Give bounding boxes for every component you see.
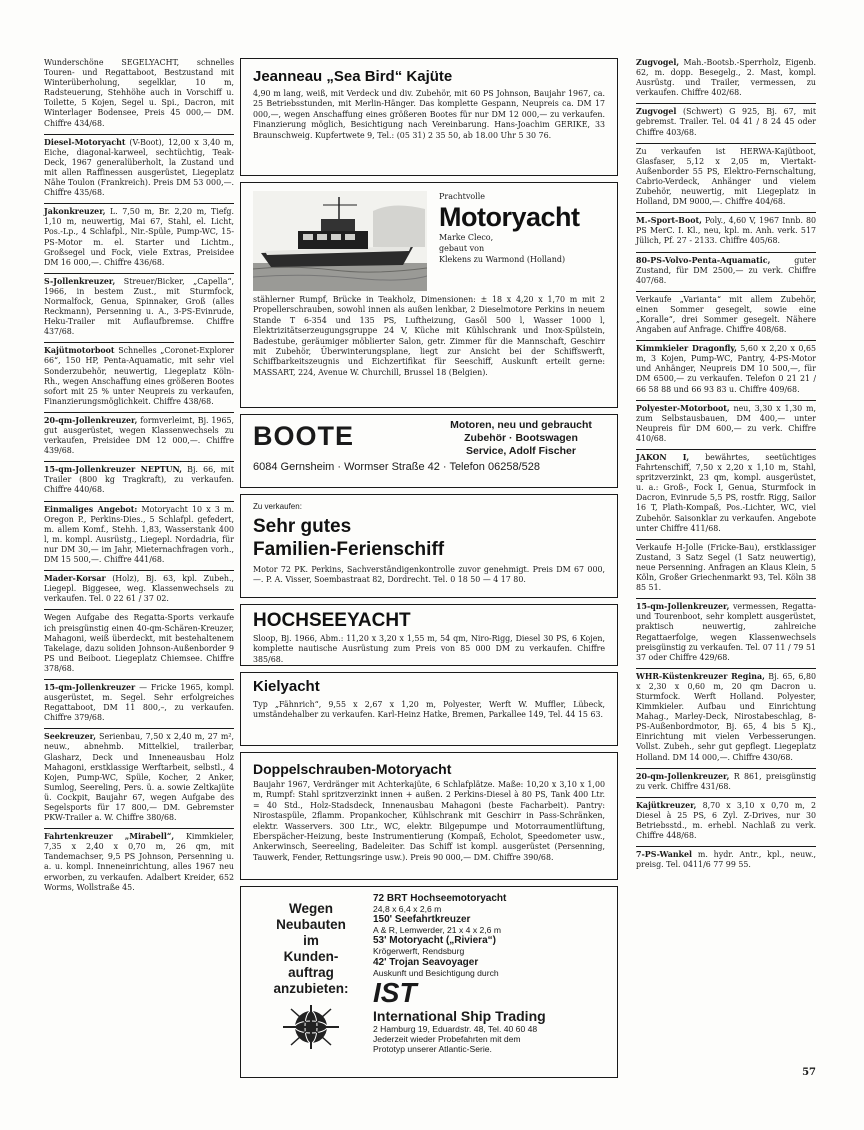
motoryacht-text: stählerner Rumpf, Brücke in Teakholz, Dimensionen: ± 18 x 4,20 x 1,70 m mit 2 Propellerschrauben, sowohl innen als außen lenkbar, 2 Dieselmotore Perkins in neuem Stande T 6-354 und 135 PS, Luftheizung, Gasöl 500 l, Wasser 1000 l, Elektrizitätserzeugungsgruppe 24 V, Küche mit Kühlschrank und Inox-Spülstein, Badestube, geräumiger möblierter Salon, getr. Zimmer für die Mannschaft, Geschirr mit Zubehör, Überwinterungsplane, liegt zur Ansicht bei der Schiffswerft, Schiffbarkeitszeugnis und Eichzertifikat für Seeschiff, Auskunft erteilt gerne: MASSART, 224, Avenue W. Churchill, Brussel 18 (Belgien). <box>253 295 605 377</box>
yacht-detail: Auskunft und Besichtigung durch <box>373 967 499 978</box>
classified-ad <box>636 107 816 143</box>
ad-title: 80-PS-Volvo-Penta-Aquamatic, <box>636 255 771 265</box>
motoryacht-pre: Prachtvolle <box>439 192 486 201</box>
ist-address: 2 Hamburg 19, Eduardstr. 48, Tel. 40 60 48 <box>373 1023 538 1034</box>
classified-ad <box>636 58 816 104</box>
ad-title: 7-PS-Wankel <box>636 850 693 860</box>
doppelschrauben-text: Baujahr 1967, Verdränger mit Achterkajüte, 6 Schlafplätze. Maße: 10,20 x 3,10 x 1,00 m, Rumpf: Stahl spritzverzinkt innen + außen. 2 Perkins-Diesel à 80 PS, Tank 400 Ltr. = 40 Std., Holz-Stadsdeck, Innenausbau Mahagoni (beste Facharbeit). Pantry: Nirostaspüle, 2flamm. Propankocher, Kühlschrank mit Geschirr in Pass-Schränken, elektr. Wasservers. 300 Ltr., WC, elektr. Bilgepumpe und Motorraumentlüftung, Eberspächer-Heizung, beste Instrumentierung (Kompaß, Echolot, Speedometer usw., Ankerwinsch, Seereeling, Badeleiter. Das Schiff ist kompl. ausgerüstet (Persenning, Tauwerk, Fender, Rettungsringe usw.). Preis 90 000,— DM. Chiffre 390/68. <box>253 780 605 862</box>
classified-ad <box>636 256 816 292</box>
classified-ad <box>636 216 816 252</box>
classified-ad <box>44 574 234 610</box>
motoryacht-built: gebaut von <box>439 244 485 253</box>
slogan-line: Kunden- <box>283 949 339 964</box>
boote-line: Zubehör · Bootswagen <box>464 432 578 444</box>
classified-ad <box>44 416 234 462</box>
ad-text: L. 7,50 m, Br. 2,20 m, Tiefg. 1,10 m, neuwertig, Mai 67, Stahl, el. Licht, Pos.-Lp., 4 Schlafpl., Nir.-Spüle, Pump-WC, 15-PS-Motor m. el. Starter und Lichtm., Großsegel und Fock, viele Extras, Preisidee DM 16 000,—. Chiffre 436/68. <box>44 207 234 267</box>
ad-title: Einmaliges Angebot: <box>44 504 138 514</box>
ad-text: (Holz), Bj. 63, kpl. Zubeh., Liegepl. Biggesee, weg. Klassenwechsels zu verkaufen. Tel. 0 22 61 / 37 02. <box>44 574 235 604</box>
classified-ad <box>636 344 816 400</box>
globe-icon <box>281 1003 341 1051</box>
classified-ad <box>636 672 816 769</box>
ad-text: Mah.-Bootsb.-Sperrholz, Eigenb. 62, m. dopp. Besegelg., 2. Mast, kompl. Ausrüstg. und Trailer, vermessen, zu verkaufen. Chiffre 402/68. <box>636 58 816 98</box>
ad-text: Verkaufe „Varianta“ mit allem Zubehör, einen Sommer gesegelt, sowie eine „Koralle“, drei Sommer gesegelt. Nähere Angaben auf Anfrage. Chiffre 408/68. <box>636 294 816 335</box>
ad-title: Mader-Korsar <box>44 574 106 584</box>
classified-ad <box>636 147 816 214</box>
ad-text: Bj. 65, 6,80 x 2,30 x 0,60 m, 20 qm Dacron u. Sturmfock. Werft Holland. Polyester, Kimmkieler. Aufbau und Einrichtung Mahag., Marley-Deck, Nirostabeschlag, 8-PS-Außenbordmotor, Bj. 65, 4 bis 5 Kj., Einrichtung mit vielen Verbesserungen. Vollst. Zubeh., sehr gut gepflegt. Liegeplatz Holland. DM 14 000,—. Chiffre 430/68. <box>636 671 816 762</box>
hochseeyacht-text: Sloop, Bj. 1966, Abm.: 11,20 x 3,20 x 1,55 m, 54 qm, Niro-Rigg, Diesel 30 PS, 6 Kojen, komplette nautische Ausrüstung zum Preis von 85 000 DM zu verkaufen. Chiffre 385/68. <box>253 634 605 664</box>
classified-ad <box>44 683 234 729</box>
ad-text: Kimmkieler, 7,35 x 2,40 x 0,70 m, 26 qm, mit Tandemachser, 9,5 PS Johnson, Persenning u. a. u. kompl. Inneneinrichtung, alles 1967 neu erworben, zu verkaufen. Adalbert Kreider, 652 Worms, Wollstraße 45. <box>44 832 234 892</box>
kielyacht-title: Kielyacht <box>253 678 320 695</box>
yacht-heading: 72 BRT Hochseemotoryacht <box>373 893 507 904</box>
hochseeyacht-title: HOCHSEEYACHT <box>253 610 411 631</box>
slogan-line: auftrag <box>288 965 334 980</box>
classified-ad <box>44 346 234 413</box>
display-ads-column <box>240 58 618 1084</box>
ist-ad <box>240 886 618 1078</box>
ferienschiff-lead: Zu verkaufen: <box>253 502 302 511</box>
classified-ad <box>636 295 816 341</box>
classified-ad <box>636 850 816 875</box>
right-classifieds-column <box>636 58 816 878</box>
yacht-heading: 150' Seefahrtkreuzer <box>373 914 471 926</box>
slogan-line: Wegen <box>288 901 333 916</box>
classified-ad <box>636 602 816 669</box>
boote-address: 6084 Gernsheim · Wormser Straße 42 · Telefon 06258/528 <box>253 461 540 473</box>
ad-text: 8,70 x 3,10 x 0,70 m, 2 Diesel à 25 PS, 6 Zyl. Z-Drives, nur 30 Betriebsstd., m. erhebl. Nachlaß zu verk. Chiffre 448/68. <box>636 800 816 841</box>
ad-title: S-Jollenkreuzer, <box>44 276 116 286</box>
ist-slogan <box>249 901 373 997</box>
classified-ad <box>44 277 234 344</box>
ad-text: Streuer/Bicker, „Capella“, 1966, in bestem Zust., mit Sturmfock, Normalfock, Genua, Spinnaker, Groß (alles Reckmann), Persenning u. A., 3-PS-Evinrude, Heku-Trailer mit Auflaufbremse. Chiffre 437/68. <box>44 276 234 337</box>
ad-title: Seekreuzer, <box>44 732 96 742</box>
slogan-line: Neubauten <box>276 917 346 932</box>
ad-title: Polyester-Motorboot, <box>636 403 730 413</box>
boote-logo: BOOTE <box>253 421 355 451</box>
ferienschiff-text: Motor 72 PK. Perkins, Sachverständigenkontrolle zuvor genehmigt. Preis DM 67 000,—. P. A. Visser, Soembastraat 82, Dordrecht. Tel. 0 18 50 — 4 17 80. <box>253 565 605 585</box>
classified-ad <box>636 453 816 540</box>
kielyacht-text: Typ „Fähnrich“, 9,55 x 2,67 x 1,20 m, Polyester, Werft W. Muffler, Lübeck, umständehalber zu verkaufen. Karl-Heinz Hatke, Bremen, Parkallee 149, Tel. 44 15 63. <box>253 700 605 720</box>
ad-text: m. hydr. Antr., kpl., neuw., preisg. Tel. 0411/6 77 99 55. <box>636 850 816 870</box>
ad-text: formverleimt, Bj. 1965, gut ausgerüstet, wegen Klassenwechsels zu verkaufen, Preisidee DM 12 000,—. Chiffre 439/68. <box>44 415 235 456</box>
page-number: 57 <box>802 1067 816 1078</box>
ist-logo: IST <box>373 976 417 1008</box>
ferienschiff-title-2: Familien-Ferienschiff <box>253 539 445 560</box>
ad-title: Diesel-Motoryacht <box>44 137 126 147</box>
doppelschrauben-ad <box>240 752 618 880</box>
ad-text: Wegen Aufgabe des Regatta-Sports verkaufe ich preisgünstig einen 40-qm-Schären-Kreuzer, Mahagoni, weiß überdeckt, mit bestehaltenem Takelage, dazu soliden Johnson-Außenborder 9 PS und Beiboot. Liegeplatz Chiemsee. Chiffre 378/68. <box>44 613 234 673</box>
classified-ad <box>44 505 234 572</box>
ad-text: guter Zustand, für DM 2500,— zu verk. Chiffre 407/68. <box>636 255 816 285</box>
classified-ad <box>636 543 816 599</box>
ferienschiff-title-1: Sehr gutes <box>253 516 352 537</box>
hochseeyacht-ad <box>240 604 618 666</box>
seabird-title: Jeanneau „Sea Bird“ Kajüte <box>253 68 453 85</box>
ad-text: — Fricke 1965, kompl. ausgerüstet, m. Segel. Sehr erfolgreiches Regattaboot, DM 11 800,–, zu verkaufen. Chiffre 379/68. <box>44 682 234 723</box>
classified-ad <box>44 732 234 829</box>
boote-line: Motoren, neu und gebraucht <box>450 419 592 431</box>
motoryacht-builder: Klekens zu Warmond (Holland) <box>439 255 566 264</box>
ad-title: JAKON I, <box>636 453 690 462</box>
ist-details <box>373 893 609 1071</box>
ad-text: Zu verkaufen ist HERWA-Kajütboot, Glasfaser, 5,12 x 2,05 m, Viertakt-Außenborder 55 PS, Elektro-Fernschaltung, Cabrio-Verdeck, Anhänger und vielem Zubehör, neuwertig, mit Liegeplatz in Holland, DM 9000,—. Chiffre 404/68. <box>636 146 816 207</box>
classified-ad <box>44 58 234 135</box>
boote-ad <box>240 414 618 488</box>
ad-title: 15-qm-Jollenkreuzer, <box>636 602 730 612</box>
yacht-heading: 42' Trojan Seavoyager <box>373 956 479 968</box>
ad-title: Zugvogel, <box>636 58 680 67</box>
classified-ad <box>636 404 816 450</box>
ist-note: Prototyp unserer Atlantic-Serie. <box>373 1044 492 1055</box>
ad-title: Zugvogel <box>636 107 677 117</box>
ad-text: neu, 3,30 x 1,30 m, zum Selbstausbauen, DM 400,— unter Neupreis für DM 600,— zu verk. Chiffre 410/68. <box>636 403 816 443</box>
ferienschiff-ad <box>240 494 618 598</box>
ad-title: Kajütmotorboot <box>44 346 115 356</box>
classified-ad <box>44 613 234 680</box>
yacht-heading: 53' Motoryacht („Riviera“) <box>373 935 496 947</box>
seabird-ad <box>240 58 618 176</box>
ad-text: (V-Boot), 12,00 x 3,40 m, Eiche, diagonal-karweel, sechtüchtig, Teak-Deck, 1967 generalüberholt, la Zustand und mit allen Raffinessen ausgerüstet, Liegeplatz Nähe Toulon (Frankreich). Preis DM 53 000,—. Chiffre 435/68. <box>44 137 234 198</box>
ad-title: M.-Sport-Boot, <box>636 216 702 226</box>
ist-company: International Ship Trading <box>373 1007 546 1024</box>
ad-text: 5,60 x 2,20 x 0,65 m, 3 Kojen, Pump-WC, Pantry, 4-PS-Motor und Anhänger, Neupreis DM 10 500,—, für DM 6500,— zu verkaufen. Telefon 0 21 21 / 66 58 88 und 66 93 83 u. Chiffre 409/68. <box>636 344 817 394</box>
ad-title: WHR-Küstenkreuzer Regina, <box>636 671 765 681</box>
ad-title: Jakonkreuzer, <box>44 207 106 217</box>
yacht-detail: 24,8 x 6,4 x 2,6 m <box>373 904 442 914</box>
boote-line: Service, Adolf Fischer <box>466 445 576 457</box>
left-classifieds-column <box>44 58 234 901</box>
ad-text: vermessen, Regatta- und Tourenboot, sehr komplett ausgerüstet, praktisch neuwertig, zahlreiche Regattaerfolge, wegen Klassenwechsels preisgünstig zu verkaufen. Tel. 07 11 / 79 51 37 oder Chiffre 429/68. <box>636 602 816 662</box>
classified-ad <box>44 465 234 501</box>
yacht-detail: A & R, Lemwerder, 21 x 4 x 2,6 m <box>373 925 502 936</box>
classified-ad <box>44 207 234 274</box>
slogan-line: anzubieten: <box>273 981 349 996</box>
ad-title: 15-qm-Jollenkreuzer <box>44 682 136 692</box>
yacht-detail: Krögerwerft, Rendsburg <box>373 946 465 957</box>
classified-ad <box>44 138 234 205</box>
boote-services <box>425 415 617 458</box>
motoryacht-ad <box>240 182 618 408</box>
motoryacht-make: Marke Cleco, <box>439 233 494 242</box>
classified-ad <box>44 832 234 898</box>
ist-note: Jederzeit wieder Probefahrten mit dem <box>373 1034 521 1045</box>
ad-title: Kajütkreuzer, <box>636 800 697 810</box>
seabird-text: 4,90 m lang, weiß, mit Verdeck und div. Zubehör, mit 60 PS Johnson, Baujahr 1967, ca. 25 Betriebsstunden, mit Merlin-Hänger. Das komplette Gespann, Neupreis ca. DM 17 000,—, wegen Anschaffung eines größeren Bootes für nur DM 12 000,— zu verkaufen. Finanzierung möglich, Besichtigung nach Vereinbarung. Hans-Joachim GERIKE, 33 Braunschweig. Kupfertwete 9, Tel.: (05 31) 2 35 50, ab 18.00 Uhr 5 30 76. <box>253 89 605 140</box>
ad-title: 20-qm-Jollenkreuzer, <box>44 415 138 425</box>
ad-text: Serienbau, 7,50 x 2,40 m, 27 m², neuw., abnehmb. Mittelkiel, trailerbar, Glasharz, Deck und Inneneausbau Holz Mahagoni, erstklassige Werftarbeit, selbstl., 4 Kojen, Pump-WC, Spüle, Kocher, 2 Anker, Sumlog, Seereling, Pers. ü. a. sowie Zeltkajüte ü. Cockpit, Baujahr 67, wegen Aufgabe des Segelsports für 17 800,— DM. Gebremster PKW-Trailer a. W. Chiffre 380/68. <box>44 732 234 823</box>
ad-text: Schnelles „Coronet-Explorer 66“, 150 HP, Penta-Aquamatic, mit sehr viel Sonderzubehör, neuwertig, Liegeplatz Köln-Rh., wegen Anschaffung eines größeren Bootes sofort mit 25 % unter Neupreis zu verkaufen, Finanzierungsmöglichkeit. Chiffre 438/68. <box>44 346 235 406</box>
ad-title: 15-qm-Jollenkreuzer NEPTUN, <box>44 465 182 475</box>
motoryacht-photo <box>253 191 427 291</box>
ad-text: bewährtes, seetüchtiges Fahrtenschiff, 7,50 x 2,20 x 1,10 m, Stahl, spritzverzinkt, 23 qm, kompl. ausgerüstet, u. a.: Groß-, Fock I, Genua, Sturmfock in Dacron, Evinrude 5,5 PS, rostfr. Rigg, Sailor 16 T, Plath-Kompaß, Pos.-Lichter, WC, viel Zubehör. Saisonklar zu verkaufen. Angebote unter Chiffre 411/68. <box>636 453 817 533</box>
classified-ad <box>636 772 816 798</box>
ad-text: (Schwert) G 925, Bj. 67, mit gebremst. Trailer. Tel. 04 41 / 8 24 45 oder Chiffre 403/68. <box>636 107 816 137</box>
motoryacht-title: Motoryacht <box>439 202 580 232</box>
classified-ad <box>636 801 816 847</box>
doppelschrauben-title: Doppelschrauben-Motoryacht <box>253 761 452 777</box>
ad-text: Wunderschöne SEGELYACHT, schnelles Touren- und Regattaboot, Bestzustand mit Winterüberholung, segelklar, 10 m, Radsteuerung, Stehhöhe auch in Vorschiff u. Toilette, 5 Kojen, Segel u. Spi., Dacron, mit Winterlager Bodensee, Preis 45 000,— DM. Chiffre 434/68. <box>44 58 234 128</box>
ad-title: Kimmkieler Dragonfly, <box>636 344 737 354</box>
ad-text: R 861, preisgünstig zu verk. Chiffre 431/68. <box>636 771 816 791</box>
ad-title: Fahrtenkreuzer „Mirabell“, <box>44 832 175 842</box>
ad-text: Motoryacht 10 x 3 m. Oregon P., Perkins-Dies., 5 Schlafpl. gefedert, m. allem Komf., Stehh. 1,83, Wasserstank 400 l, m. kompl. Ausrüstg., Liegepl. Nordadria, für nur DM 30,— im Jahr, Mieternachfragen vorh., DM 15 500,—. Chiffre 441/68. <box>44 504 234 565</box>
ad-text: Verkaufe H-Jolle (Fricke-Bau), erstklassiger Zustand, 3 Satz Segel (1 Satz neuwertig), neue Persenning. Anfragen an Klaus Klein, 5 Köln, Großer Griechenmarkt 93, Tel. Köln 38 85 51. <box>636 542 816 593</box>
ad-title: 20-qm-Jollenkreuzer, <box>636 771 730 781</box>
kielyacht-ad <box>240 672 618 746</box>
ad-text: Bj. 66, mit Trailer (800 kg Tragkraft), zu verkaufen. Chiffre 440/68. <box>44 465 234 495</box>
ad-text: Poly., 4,60 V, 1967 Innb. 80 PS MerC. I. Kl., neu, kpl. m. Anh. verk. 517 Jülich, Pf. 27 - 2133. Chiffre 405/68. <box>636 216 816 246</box>
slogan-line: im <box>303 933 319 948</box>
